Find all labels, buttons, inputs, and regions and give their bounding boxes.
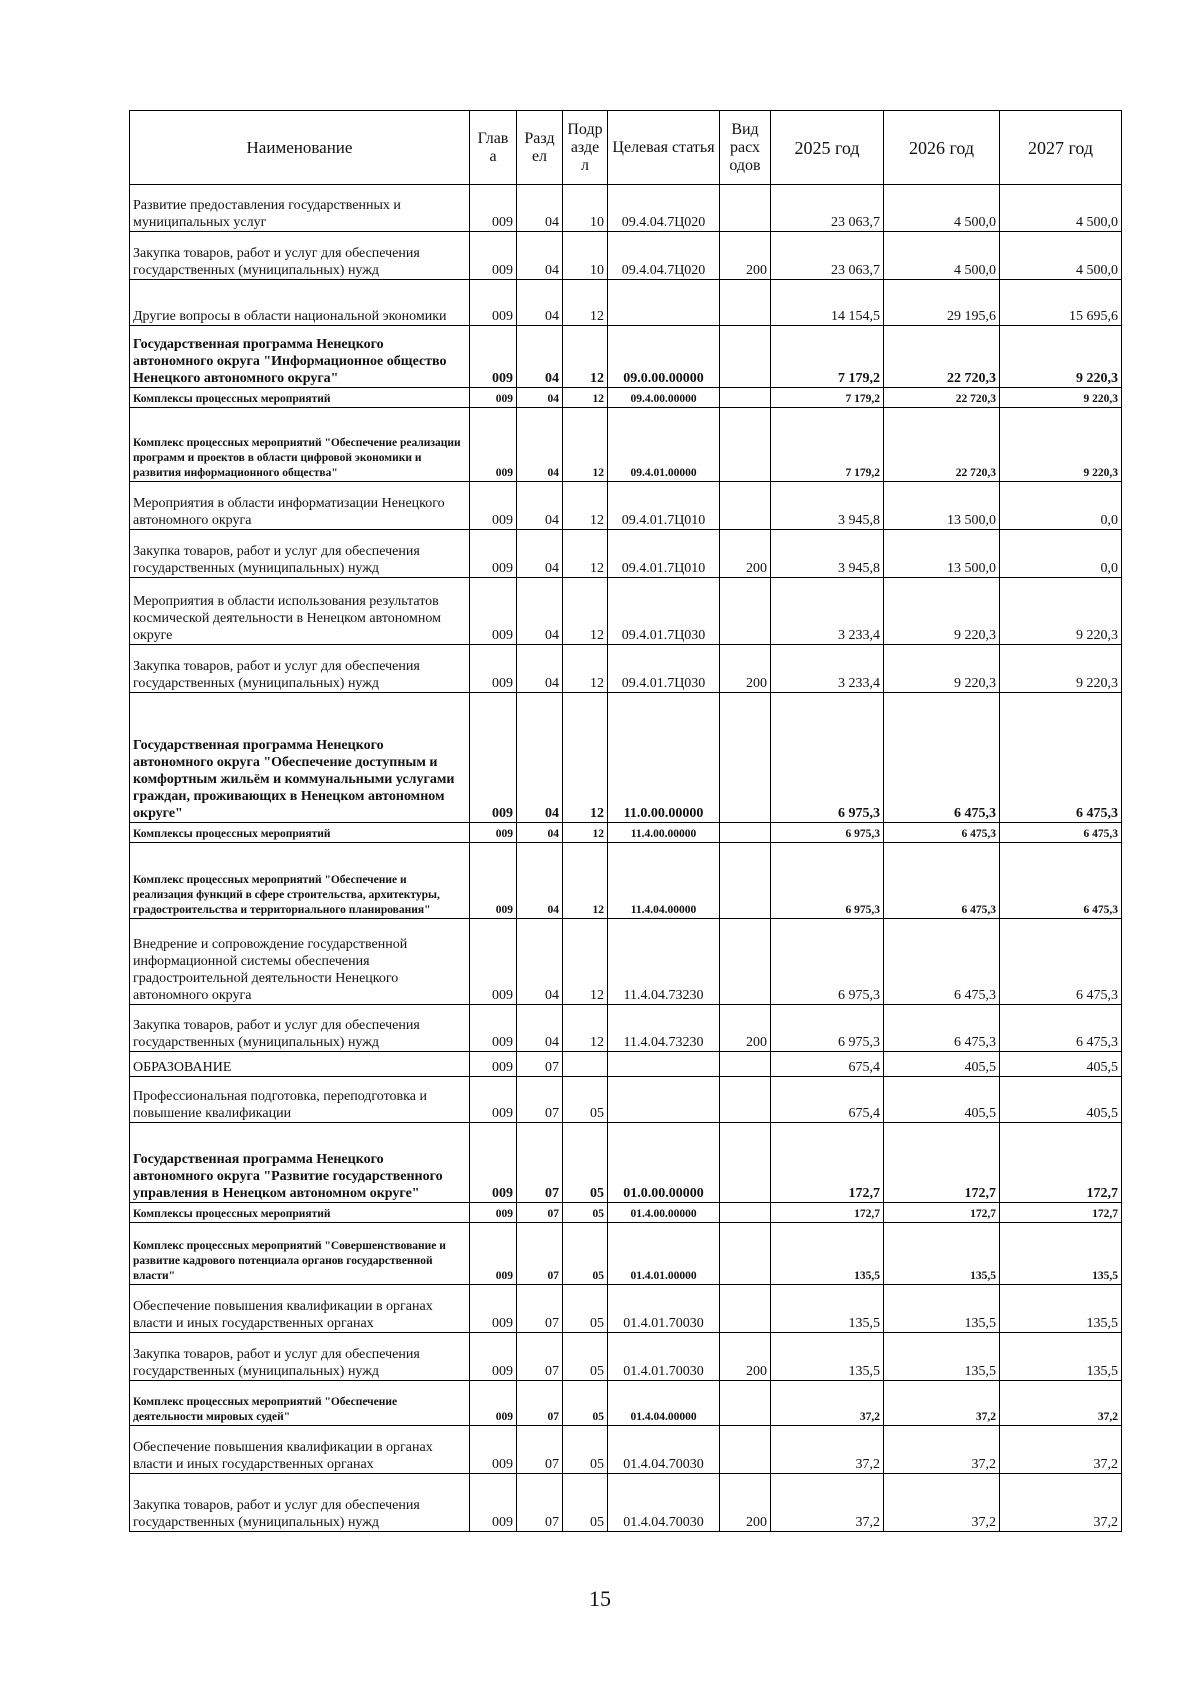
row-name: Обеспечение повышения квалификации в органах власти и иных государственных органах [130,1426,470,1474]
row-amount-2027: 9 220,3 [1000,408,1122,482]
row-vid [720,1426,771,1474]
table-row [130,1381,1122,1426]
row-amount-2026: 6 475,3 [884,693,1000,823]
row-vid [720,1077,771,1123]
table-row [130,482,1122,530]
row-name: Внедрение и сопровождение государственной информационной системы обеспечения градостроительной деятельности Ненецкого автономного округа [130,919,470,1005]
row-amount-2025: 7 179,2 [771,326,884,388]
row-glava: 009 [470,645,517,693]
row-amount-2025: 37,2 [771,1474,884,1532]
row-podrazdel: 05 [563,1474,608,1532]
row-razdel: 07 [517,1426,563,1474]
row-glava: 009 [470,1426,517,1474]
table-row [130,1333,1122,1381]
row-amount-2027: 15 695,6 [1000,280,1122,326]
row-podrazdel: 12 [563,578,608,645]
row-podrazdel: 12 [563,408,608,482]
row-glava: 009 [470,1005,517,1052]
row-glava: 009 [470,1285,517,1333]
row-vid: 200 [720,1333,771,1381]
row-razdel: 04 [517,823,563,843]
row-amount-2026: 6 475,3 [884,1005,1000,1052]
row-amount-2027: 37,2 [1000,1426,1122,1474]
column-header-statya: Целевая статья [608,111,720,185]
row-amount-2027: 405,5 [1000,1052,1122,1077]
row-vid [720,578,771,645]
row-glava: 009 [470,1333,517,1381]
row-amount-2026: 6 475,3 [884,843,1000,919]
row-glava: 009 [470,693,517,823]
row-vid [720,280,771,326]
table-row [130,1426,1122,1474]
row-name: Комплексы процессных мероприятий [130,388,470,408]
row-statya [608,280,720,326]
row-name: Закупка товаров, работ и услуг для обеспечения государственных (муниципальных) нужд [130,645,470,693]
row-name: Государственная программа Ненецкого автономного округа "Информационное общество Ненецкого автономного округа" [130,326,470,388]
row-amount-2025: 135,5 [771,1333,884,1381]
row-statya: 11.0.00.00000 [608,693,720,823]
row-amount-2027: 4 500,0 [1000,232,1122,280]
row-amount-2025: 3 945,8 [771,482,884,530]
row-amount-2026: 172,7 [884,1203,1000,1223]
row-statya: 11.4.04.73230 [608,1005,720,1052]
column-header-name: Наименование [130,111,470,185]
row-amount-2027: 135,5 [1000,1333,1122,1381]
row-amount-2027: 6 475,3 [1000,823,1122,843]
row-razdel: 04 [517,1005,563,1052]
column-header-vid: Вид расх одов [720,111,771,185]
row-statya: 11.4.04.00000 [608,843,720,919]
row-amount-2026: 37,2 [884,1381,1000,1426]
row-amount-2026: 135,5 [884,1333,1000,1381]
row-name: Обеспечение повышения квалификации в органах власти и иных государственных органах [130,1285,470,1333]
table-row [130,1223,1122,1285]
table-row [130,1005,1122,1052]
row-podrazdel: 12 [563,1005,608,1052]
row-name: Закупка товаров, работ и услуг для обеспечения государственных (муниципальных) нужд [130,232,470,280]
row-amount-2027: 9 220,3 [1000,578,1122,645]
row-podrazdel: 05 [563,1285,608,1333]
row-razdel: 04 [517,408,563,482]
row-amount-2026: 405,5 [884,1077,1000,1123]
row-amount-2027: 37,2 [1000,1474,1122,1532]
table-row [130,388,1122,408]
row-vid [720,1123,771,1203]
row-podrazdel: 12 [563,645,608,693]
row-amount-2026: 135,5 [884,1285,1000,1333]
row-amount-2027: 6 475,3 [1000,843,1122,919]
column-header-glava: Глав а [470,111,517,185]
budget-table [129,110,1122,1532]
row-statya: 01.4.01.70030 [608,1285,720,1333]
column-header-podrazdel: Подр азде л [563,111,608,185]
row-vid: 200 [720,645,771,693]
table-row [130,1123,1122,1203]
row-amount-2025: 135,5 [771,1285,884,1333]
row-razdel: 04 [517,530,563,578]
row-glava: 009 [470,530,517,578]
row-podrazdel: 10 [563,185,608,232]
row-statya [608,1052,720,1077]
row-podrazdel: 12 [563,326,608,388]
row-glava: 009 [470,578,517,645]
row-statya: 01.4.01.70030 [608,1333,720,1381]
row-amount-2025: 37,2 [771,1426,884,1474]
row-vid: 200 [720,530,771,578]
row-statya: 11.4.00.00000 [608,823,720,843]
row-glava: 009 [470,1203,517,1223]
row-vid [720,919,771,1005]
table-row [130,1052,1122,1077]
row-podrazdel: 12 [563,823,608,843]
row-statya: 01.0.00.00000 [608,1123,720,1203]
row-amount-2026: 22 720,3 [884,388,1000,408]
row-amount-2027: 0,0 [1000,482,1122,530]
table-row [130,185,1122,232]
row-amount-2025: 14 154,5 [771,280,884,326]
row-amount-2025: 172,7 [771,1123,884,1203]
row-glava: 009 [470,1052,517,1077]
row-amount-2027: 6 475,3 [1000,1005,1122,1052]
row-name: Комплексы процессных мероприятий [130,823,470,843]
row-name: Мероприятия в области информатизации Ненецкого автономного округа [130,482,470,530]
row-vid [720,482,771,530]
row-amount-2025: 6 975,3 [771,693,884,823]
row-podrazdel: 12 [563,843,608,919]
row-name: Комплекс процессных мероприятий "Обеспечение реализации программ и проектов в области цифровой экономики и развития информационного общества" [130,408,470,482]
row-amount-2025: 6 975,3 [771,1005,884,1052]
row-amount-2027: 172,7 [1000,1123,1122,1203]
row-razdel: 04 [517,185,563,232]
row-podrazdel: 12 [563,388,608,408]
row-razdel: 07 [517,1381,563,1426]
table-row [130,408,1122,482]
row-razdel: 04 [517,326,563,388]
row-name: Закупка товаров, работ и услуг для обеспечения государственных (муниципальных) нужд [130,1005,470,1052]
row-podrazdel: 05 [563,1426,608,1474]
row-amount-2027: 6 475,3 [1000,693,1122,823]
row-amount-2026: 13 500,0 [884,482,1000,530]
row-razdel: 07 [517,1077,563,1123]
row-glava: 009 [470,326,517,388]
table-row [130,280,1122,326]
row-amount-2027: 135,5 [1000,1223,1122,1285]
row-razdel: 07 [517,1285,563,1333]
row-amount-2027: 0,0 [1000,530,1122,578]
row-amount-2025: 6 975,3 [771,843,884,919]
row-vid [720,408,771,482]
row-glava: 009 [470,388,517,408]
row-amount-2026: 9 220,3 [884,645,1000,693]
row-name: Закупка товаров, работ и услуг для обеспечения государственных (муниципальных) нужд [130,1474,470,1532]
row-razdel: 07 [517,1333,563,1381]
row-podrazdel: 05 [563,1203,608,1223]
column-header-razdel: Разд ел [517,111,563,185]
row-amount-2025: 3 233,4 [771,578,884,645]
row-amount-2026: 135,5 [884,1223,1000,1285]
table-row [130,1285,1122,1333]
row-razdel: 04 [517,482,563,530]
row-razdel: 04 [517,693,563,823]
row-glava: 009 [470,232,517,280]
row-vid: 200 [720,232,771,280]
table-row [130,919,1122,1005]
row-vid [720,823,771,843]
table-row [130,1077,1122,1123]
row-glava: 009 [470,823,517,843]
row-amount-2026: 29 195,6 [884,280,1000,326]
table-header-row [130,111,1122,185]
row-razdel: 07 [517,1474,563,1532]
row-amount-2027: 4 500,0 [1000,185,1122,232]
row-vid [720,843,771,919]
row-statya: 01.4.04.70030 [608,1474,720,1532]
row-amount-2025: 23 063,7 [771,232,884,280]
row-vid [720,388,771,408]
row-name: Закупка товаров, работ и услуг для обеспечения государственных (муниципальных) нужд [130,530,470,578]
row-podrazdel: 12 [563,280,608,326]
row-razdel: 04 [517,645,563,693]
row-amount-2025: 6 975,3 [771,823,884,843]
row-amount-2025: 135,5 [771,1223,884,1285]
row-podrazdel: 05 [563,1223,608,1285]
row-podrazdel [563,1052,608,1077]
row-name: Комплекс процессных мероприятий "Обеспечение и реализация функций в сфере строительства, архитектуры, градостроительства и территориального планирования" [130,843,470,919]
row-amount-2026: 6 475,3 [884,919,1000,1005]
row-razdel: 07 [517,1223,563,1285]
row-amount-2025: 675,4 [771,1077,884,1123]
row-statya: 09.4.01.7Ц030 [608,645,720,693]
table-row [130,578,1122,645]
table-row [130,326,1122,388]
column-header-2027: 2027 год [1000,111,1122,185]
row-name: Комплекс процессных мероприятий "Обеспечение деятельности мировых судей" [130,1381,470,1426]
row-name: Государственная программа Ненецкого автономного округа "Развитие государственного управления в Ненецком автономном округе" [130,1123,470,1203]
row-podrazdel: 12 [563,919,608,1005]
row-amount-2026: 6 475,3 [884,823,1000,843]
row-statya: 11.4.04.73230 [608,919,720,1005]
row-amount-2027: 37,2 [1000,1381,1122,1426]
table-row [130,823,1122,843]
row-amount-2025: 3 233,4 [771,645,884,693]
row-glava: 009 [470,1077,517,1123]
row-podrazdel: 12 [563,693,608,823]
row-glava: 009 [470,408,517,482]
row-name: Комплекс процессных мероприятий "Совершенствование и развитие кадрового потенциала органов государственной власти" [130,1223,470,1285]
row-amount-2025: 3 945,8 [771,530,884,578]
row-amount-2027: 6 475,3 [1000,919,1122,1005]
table-row [130,693,1122,823]
row-glava: 009 [470,1223,517,1285]
row-amount-2027: 9 220,3 [1000,388,1122,408]
row-vid [720,1381,771,1426]
row-vid [720,1285,771,1333]
row-podrazdel: 05 [563,1077,608,1123]
row-vid [720,693,771,823]
row-amount-2025: 7 179,2 [771,408,884,482]
page-number: 15 [589,1586,611,1611]
row-amount-2027: 9 220,3 [1000,645,1122,693]
column-header-2026: 2026 год [884,111,1000,185]
row-amount-2026: 37,2 [884,1426,1000,1474]
row-amount-2027: 135,5 [1000,1285,1122,1333]
row-amount-2025: 6 975,3 [771,919,884,1005]
row-podrazdel: 12 [563,482,608,530]
table-row [130,1474,1122,1532]
row-amount-2027: 405,5 [1000,1077,1122,1123]
row-name: Закупка товаров, работ и услуг для обеспечения государственных (муниципальных) нужд [130,1333,470,1381]
row-razdel: 04 [517,843,563,919]
row-glava: 009 [470,1474,517,1532]
row-glava: 009 [470,482,517,530]
row-name: Мероприятия в области использования результатов космической деятельности в Ненецком автономном округе [130,578,470,645]
row-name: Профессиональная подготовка, переподготовка и повышение квалификации [130,1077,470,1123]
row-vid [720,1052,771,1077]
row-amount-2026: 4 500,0 [884,232,1000,280]
row-amount-2025: 7 179,2 [771,388,884,408]
row-statya: 09.4.01.7Ц010 [608,482,720,530]
row-podrazdel: 05 [563,1123,608,1203]
row-name: ОБРАЗОВАНИЕ [130,1052,470,1077]
row-amount-2025: 172,7 [771,1203,884,1223]
row-razdel: 04 [517,919,563,1005]
row-amount-2027: 9 220,3 [1000,326,1122,388]
row-amount-2027: 172,7 [1000,1203,1122,1223]
row-podrazdel: 12 [563,530,608,578]
row-vid: 200 [720,1005,771,1052]
row-amount-2026: 22 720,3 [884,408,1000,482]
row-statya: 01.4.00.00000 [608,1203,720,1223]
row-statya: 01.4.01.00000 [608,1223,720,1285]
row-vid [720,185,771,232]
row-glava: 009 [470,1123,517,1203]
row-razdel: 04 [517,578,563,645]
row-glava: 009 [470,185,517,232]
row-amount-2025: 23 063,7 [771,185,884,232]
row-podrazdel: 05 [563,1333,608,1381]
row-statya: 01.4.04.70030 [608,1426,720,1474]
row-razdel: 07 [517,1123,563,1203]
row-name: Развитие предоставления государственных и муниципальных услуг [130,185,470,232]
row-amount-2026: 22 720,3 [884,326,1000,388]
row-glava: 009 [470,280,517,326]
row-name: Государственная программа Ненецкого автономного округа "Обеспечение доступным и комфортным жильём и коммунальными услугами граждан, проживающих в Ненецком автономном округе" [130,693,470,823]
table-row [130,645,1122,693]
table-row [130,1203,1122,1223]
row-podrazdel: 05 [563,1381,608,1426]
row-razdel: 04 [517,232,563,280]
row-statya: 09.0.00.00000 [608,326,720,388]
column-header-2025: 2025 год [771,111,884,185]
row-amount-2025: 675,4 [771,1052,884,1077]
row-razdel: 07 [517,1203,563,1223]
table-row [130,530,1122,578]
row-statya: 01.4.04.00000 [608,1381,720,1426]
row-amount-2026: 9 220,3 [884,578,1000,645]
row-vid [720,1223,771,1285]
row-amount-2026: 37,2 [884,1474,1000,1532]
row-vid: 200 [720,1474,771,1532]
row-podrazdel: 10 [563,232,608,280]
row-statya [608,1077,720,1123]
row-name: Комплексы процессных мероприятий [130,1203,470,1223]
row-razdel: 07 [517,1052,563,1077]
row-amount-2026: 405,5 [884,1052,1000,1077]
row-glava: 009 [470,1381,517,1426]
row-amount-2026: 172,7 [884,1123,1000,1203]
row-name: Другие вопросы в области национальной экономики [130,280,470,326]
table-row [130,232,1122,280]
row-statya: 09.4.01.7Ц010 [608,530,720,578]
row-vid [720,326,771,388]
row-amount-2026: 4 500,0 [884,185,1000,232]
row-razdel: 04 [517,388,563,408]
row-amount-2026: 13 500,0 [884,530,1000,578]
table-body [130,185,1122,1532]
row-statya: 09.4.04.7Ц020 [608,185,720,232]
row-glava: 009 [470,919,517,1005]
table-row [130,843,1122,919]
row-amount-2025: 37,2 [771,1381,884,1426]
row-razdel: 04 [517,280,563,326]
row-statya: 09.4.04.7Ц020 [608,232,720,280]
row-glava: 009 [470,843,517,919]
row-statya: 09.4.01.00000 [608,408,720,482]
row-statya: 09.4.00.00000 [608,388,720,408]
row-statya: 09.4.01.7Ц030 [608,578,720,645]
row-vid [720,1203,771,1223]
